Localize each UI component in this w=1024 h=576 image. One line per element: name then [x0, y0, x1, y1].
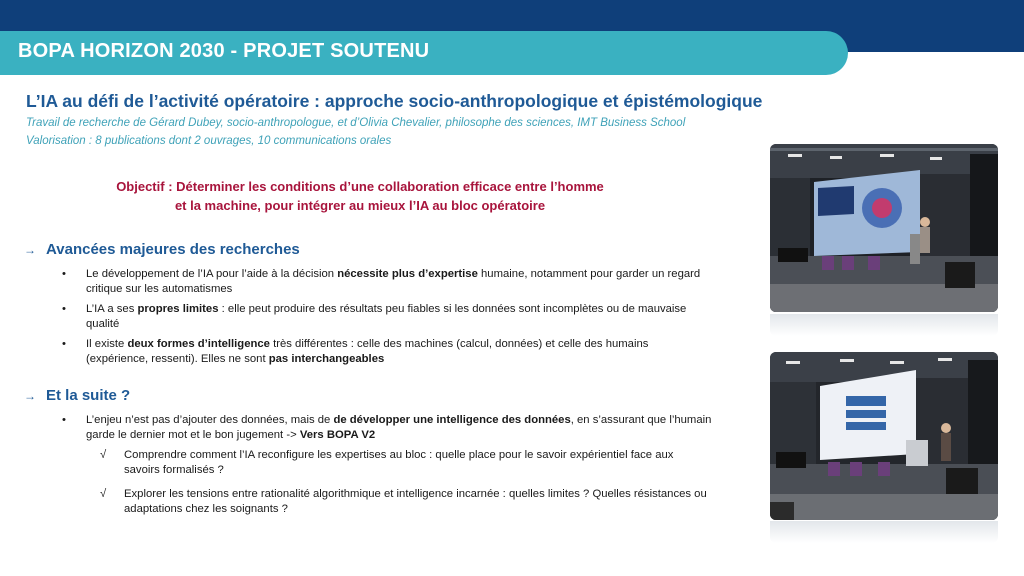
- section-advances-title: Avancées majeures des recherches: [46, 241, 300, 258]
- objective-statement: [70, 177, 650, 215]
- section-next-heading: [24, 387, 130, 404]
- bullet-text: très différentes : celle des machines (calcul, données) et celle des humains (expérience, ressenti). Elles ne sont: [86, 338, 649, 365]
- bullet-text: Il existe: [86, 338, 128, 350]
- photo-reflection: [770, 314, 998, 336]
- bullet-dot-icon: •: [62, 414, 66, 426]
- bullet-emphasis: pas interchangeables: [268, 353, 385, 365]
- conference-photo-1-image: [770, 144, 998, 312]
- conference-photo-2-image: [770, 352, 998, 520]
- bullet-emphasis: nécessite plus d’expertise: [337, 268, 478, 280]
- bullet-dot-icon: •: [62, 303, 66, 315]
- list-item: [100, 448, 712, 478]
- objective-line-1: Objectif : Déterminer les conditions d’une collaboration efficace entre l’homme: [116, 179, 604, 194]
- section-next-title: Et la suite ?: [46, 387, 131, 404]
- conference-photo-1: [770, 144, 998, 312]
- arrow-right-icon: →: [24, 389, 36, 403]
- bullet-text: : elle peut produire des résultats peu fiables si les données sont incomplètes ou de mauvaise qualité: [86, 303, 687, 330]
- sub-goals-list: [100, 448, 712, 517]
- objective-line-2: et la machine, pour intégrer au mieux l’IA au bloc opératoire: [174, 198, 546, 213]
- bullet-text: , en s’assurant que l’humain garde le dernier mot et le bon jugement ->: [86, 414, 712, 441]
- list-item: [62, 337, 712, 367]
- checkmark-icon: √: [100, 449, 107, 461]
- sub-goal-text: Comprendre comment l’IA reconfigure les expertises au bloc : quelle place pour le savoir expérientiel face aux savoirs formalisés ?: [124, 449, 674, 476]
- bullet-text: Le développement de l’IA pour l’aide à la décision: [86, 268, 338, 280]
- conference-photo-2: [770, 352, 998, 520]
- bullet-dot-icon: •: [62, 338, 66, 350]
- bullet-emphasis: deux formes d’intelligence: [127, 338, 270, 350]
- bullet-text: humaine, notamment pour garder un regard critique sur les automatismes: [86, 268, 701, 295]
- list-item: [62, 413, 712, 517]
- sub-goal-text: Explorer les tensions entre rationalité algorithmique et intelligence incarnée : quelles limites ? Quelles résistances ou adaptations chez les soignants ?: [124, 488, 707, 515]
- project-heading: L’IA au défi de l’activité opératoire : approche socio-anthropologique et épistémologique: [26, 91, 763, 111]
- arrow-right-icon: →: [24, 243, 36, 257]
- bullet-emphasis: propres limites: [137, 303, 219, 315]
- bullet-text: L’IA a ses: [86, 303, 138, 315]
- research-credits: Travail de recherche de Gérard Dubey, socio-anthropologue, et d’Olivia Chevalier, philosophe des sciences, IMT Business School: [26, 117, 686, 129]
- next-steps-list: [62, 413, 712, 526]
- bullet-emphasis: Vers BOPA V2: [299, 429, 376, 441]
- list-item: [62, 267, 712, 297]
- photo-reflection: [770, 521, 998, 543]
- bullet-emphasis: de développer une intelligence des données: [333, 414, 571, 426]
- slide-title: BOPA HORIZON 2030 - PROJET SOUTENU: [18, 40, 430, 62]
- bullet-text: L’enjeu n’est pas d’ajouter des données, mais de: [86, 414, 334, 426]
- list-item: [62, 302, 712, 332]
- section-advances-heading: [24, 241, 300, 258]
- list-item: [100, 487, 712, 517]
- bullet-dot-icon: •: [62, 268, 66, 280]
- checkmark-icon: √: [100, 488, 107, 500]
- advances-list: [62, 267, 712, 372]
- valorisation-text: Valorisation : 8 publications dont 2 ouvrages, 10 communications orales: [26, 135, 392, 147]
